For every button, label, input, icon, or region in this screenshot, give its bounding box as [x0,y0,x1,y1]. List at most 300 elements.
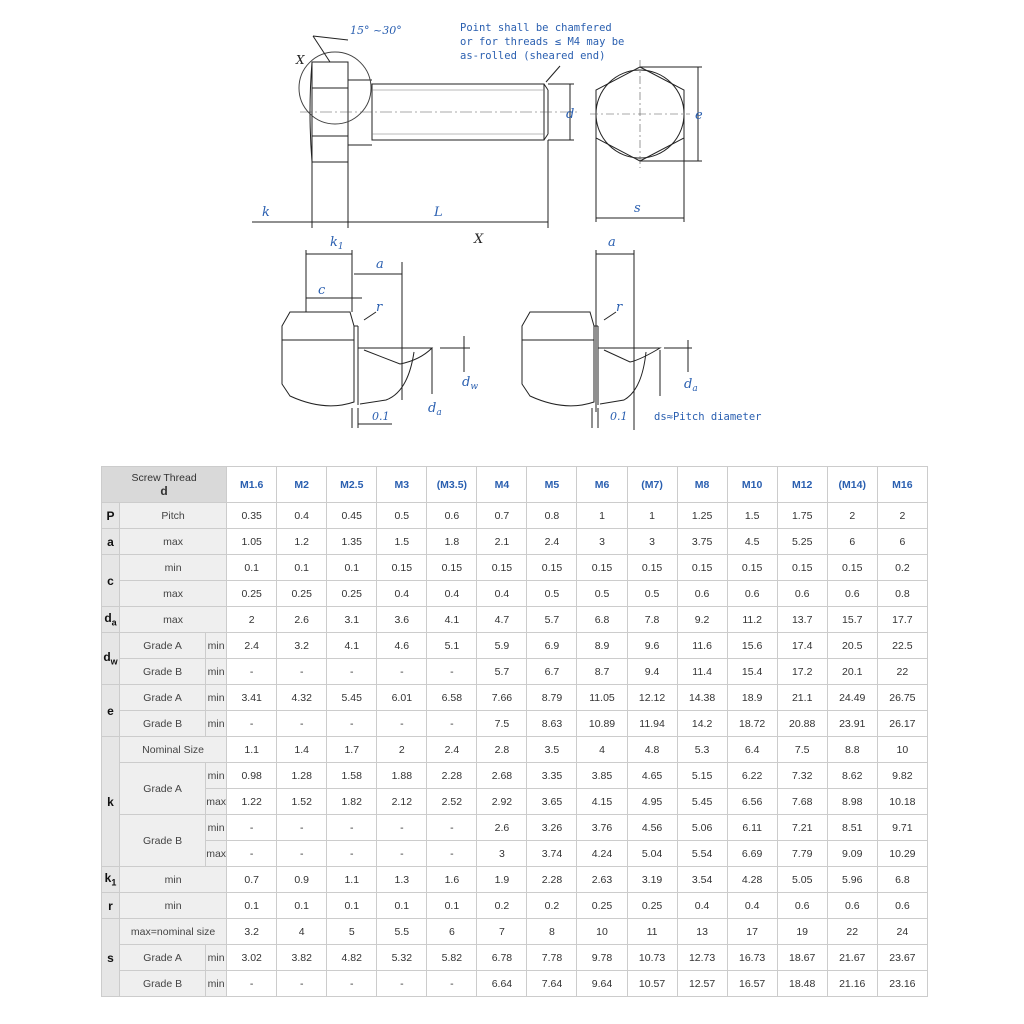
table-cell: 0.6 [827,893,877,919]
screw-thread-header [102,467,227,503]
table-cell: 2.68 [477,763,527,789]
table-cell: 5.7 [477,659,527,685]
table-cell: 0.2 [877,555,927,581]
table-cell: 3.19 [627,867,677,893]
table-cell: - [227,815,277,841]
row-sublabel: min [206,633,227,659]
table-cell: 3.75 [677,529,727,555]
table-cell: - [277,841,327,867]
table-cell: 6.8 [577,607,627,633]
table-cell: 11.4 [677,659,727,685]
table-cell: 2 [877,503,927,529]
table-cell: 1.28 [277,763,327,789]
table-cell: 11.94 [627,711,677,737]
table-cell: 3.54 [677,867,727,893]
table-cell: 0.15 [377,555,427,581]
table-cell: 23.16 [877,971,927,997]
table-cell: 4 [277,919,327,945]
table-cell: 4.65 [627,763,677,789]
table-cell: 1.25 [677,503,727,529]
table-cell: 12.73 [677,945,727,971]
row-sublabel: min [206,815,227,841]
table-row [102,789,928,815]
row-symbol-text: c [107,573,114,588]
table-cell: 1.5 [727,503,777,529]
table-cell: - [377,841,427,867]
table-cell: 1.75 [777,503,827,529]
table-cell: 4.1 [327,633,377,659]
table-cell: 0.6 [827,581,877,607]
table-cell: 0.5 [627,581,677,607]
table-cell: 0.25 [627,893,677,919]
table-cell: 1.9 [477,867,527,893]
table-cell: 5.3 [677,737,727,763]
table-cell: 5.15 [677,763,727,789]
table-cell: 22 [827,919,877,945]
drawing-canvas [0,0,1024,450]
table-cell: 5.45 [327,685,377,711]
table-cell: 0.1 [277,555,327,581]
table-cell: 1.1 [327,867,377,893]
table-cell: 8.79 [527,685,577,711]
row-label: max [120,529,227,555]
row-sublabel: min [206,945,227,971]
table-cell: 2.63 [577,867,627,893]
table-cell: 17 [727,919,777,945]
table-cell: 5 [327,919,377,945]
size-header: M3 [377,467,427,503]
table-cell: 11.2 [727,607,777,633]
table-cell: 13.7 [777,607,827,633]
table-cell: 4.7 [477,607,527,633]
table-cell: 0.25 [277,581,327,607]
row-label: min [120,867,227,893]
table-row [102,581,928,607]
screw-thread-title: Screw Thread [131,471,197,484]
table-cell: 3.76 [577,815,627,841]
detail-right-drawing [522,250,692,430]
k-label: k [262,205,270,220]
table-row [102,737,928,763]
size-header: M4 [477,467,527,503]
table-cell: - [327,815,377,841]
table-row [102,555,928,581]
table-cell: 6.78 [477,945,527,971]
table-cell: 2 [827,503,877,529]
table-row [102,763,928,789]
table-cell: 6.58 [427,685,477,711]
row-sublabel: min [206,659,227,685]
table-cell: 0.8 [877,581,927,607]
table-cell: 1.7 [327,737,377,763]
table-cell: 3.85 [577,763,627,789]
table-cell: 9.71 [877,815,927,841]
table-cell: 1.6 [427,867,477,893]
table-cell: 10.18 [877,789,927,815]
table-cell: - [277,971,327,997]
table-cell: 0.1 [377,893,427,919]
table-cell: - [327,971,377,997]
detail-x-label: X [474,232,484,247]
r-label-right: r [616,300,623,315]
table-cell: 18.72 [727,711,777,737]
table-cell: 0.6 [677,581,727,607]
table-cell: 1.88 [377,763,427,789]
table-cell: 6 [827,529,877,555]
table-cell: 5.5 [377,919,427,945]
chamfer-note-line-3: as-rolled (sheared end) [460,50,606,62]
table-cell: 4.95 [627,789,677,815]
table-cell: 17.4 [777,633,827,659]
table-cell: 16.57 [727,971,777,997]
table-cell: 12.57 [677,971,727,997]
row-label: Nominal Size [120,737,227,763]
table-cell: 0.4 [727,893,777,919]
table-cell: 1 [577,503,627,529]
table-cell: 2.8 [477,737,527,763]
table-cell: 7.64 [527,971,577,997]
table-row [102,529,928,555]
table-row [102,633,928,659]
row-label: max [120,581,227,607]
row-symbol-text: d [103,650,111,665]
table-cell: 3.2 [277,633,327,659]
table-cell: 2 [377,737,427,763]
a-label-left: a [376,257,384,272]
table-cell: 5.54 [677,841,727,867]
table-row [102,971,928,997]
table-cell: 8.8 [827,737,877,763]
table-cell: 0.5 [377,503,427,529]
row-symbol [102,685,120,737]
table-cell: 1.05 [227,529,277,555]
L-label: L [434,205,443,220]
row-label: Grade B [120,815,206,867]
size-header: M2.5 [327,467,377,503]
table-cell: 5.96 [827,867,877,893]
row-sublabel: min [206,685,227,711]
table-cell: 15.4 [727,659,777,685]
table-cell: 5.1 [427,633,477,659]
r-label-left: r [376,300,383,315]
table-cell: 0.1 [227,893,277,919]
row-label: Grade A [120,763,206,815]
table-cell: 1.22 [227,789,277,815]
table-cell: 8.98 [827,789,877,815]
row-symbol [102,893,120,919]
table-cell: 0.4 [427,581,477,607]
table-cell: 3.2 [227,919,277,945]
da-label-left: $d_a$ [428,401,442,418]
table-row [102,815,928,841]
table-cell: 0.1 [277,893,327,919]
table-cell: 6 [877,529,927,555]
dw-label: $d_w$ [462,375,479,392]
table-cell: 7.78 [527,945,577,971]
table-cell: 3.82 [277,945,327,971]
s-label: s [634,201,641,216]
row-sublabel: max [206,841,227,867]
table-cell: 3 [627,529,677,555]
table-cell: 0.1 [427,893,477,919]
chamfer-note-line-2: or for threads ≤ M4 may be [460,36,625,48]
table-cell: 4.28 [727,867,777,893]
table-cell: 0.15 [477,555,527,581]
table-cell: 0.1 [227,555,277,581]
size-header: M10 [727,467,777,503]
da-label-right: $d_a$ [684,377,698,394]
table-cell: 2.92 [477,789,527,815]
table-cell: 2.28 [427,763,477,789]
table-cell: 7.68 [777,789,827,815]
size-header: M5 [527,467,577,503]
table-cell: 2.28 [527,867,577,893]
table-cell: 3.6 [377,607,427,633]
table-cell: 6.69 [727,841,777,867]
row-symbol [102,737,120,867]
table-row [102,659,928,685]
table-cell: 26.75 [877,685,927,711]
table-cell: - [377,815,427,841]
tolerance-label-right: 0.1 [610,410,628,423]
table-cell: 0.45 [327,503,377,529]
size-header: (M3.5) [427,467,477,503]
table-row [102,867,928,893]
row-symbol-text: d [104,611,112,626]
table-cell: 9.09 [827,841,877,867]
row-symbol-text: s [107,950,114,965]
table-cell: 2.6 [277,607,327,633]
table-cell: 0.15 [577,555,627,581]
table-row [102,503,928,529]
table-cell: 26.17 [877,711,927,737]
table-cell: 10 [877,737,927,763]
table-cell: 0.4 [277,503,327,529]
table-cell: - [427,659,477,685]
screw-thread-symbol: d [160,483,168,498]
dimension-table [101,466,928,997]
detail-left-drawing [282,250,470,428]
table-cell: 0.25 [227,581,277,607]
table-cell: 7.32 [777,763,827,789]
c-label: c [318,283,326,298]
table-cell: 1.2 [277,529,327,555]
table-cell: 5.82 [427,945,477,971]
table-cell: 9.78 [577,945,627,971]
table-cell: 1.58 [327,763,377,789]
row-label: min [120,555,227,581]
table-cell: 5.05 [777,867,827,893]
table-cell: 4.82 [327,945,377,971]
table-cell: 20.5 [827,633,877,659]
table-cell: - [377,711,427,737]
table-cell: 2.1 [477,529,527,555]
table-cell: 15.7 [827,607,877,633]
table-cell: 6.11 [727,815,777,841]
table-cell: 8.62 [827,763,877,789]
table-cell: 8 [527,919,577,945]
table-cell: 14.2 [677,711,727,737]
size-header: M6 [577,467,627,503]
table-cell: 6.9 [527,633,577,659]
table-cell: 17.7 [877,607,927,633]
size-header: M16 [877,467,927,503]
table-cell: 8.63 [527,711,577,737]
table-cell: - [327,711,377,737]
table-cell: 0.35 [227,503,277,529]
table-cell: 6.4 [727,737,777,763]
row-symbol-subscript: w [110,656,118,667]
row-label: min [120,893,227,919]
table-cell: 4.1 [427,607,477,633]
table-cell: 17.2 [777,659,827,685]
angle-label: 15° ~30° [350,24,402,37]
table-cell: 2.4 [227,633,277,659]
size-header: M8 [677,467,727,503]
table-cell: 1.35 [327,529,377,555]
table-cell: 3.41 [227,685,277,711]
table-cell: 10 [577,919,627,945]
table-cell: 6.8 [877,867,927,893]
table-cell: 1.52 [277,789,327,815]
table-cell: - [227,841,277,867]
table-cell: 2.6 [477,815,527,841]
table-cell: 0.15 [527,555,577,581]
table-cell: 7.21 [777,815,827,841]
table-cell: 3 [477,841,527,867]
table-cell: 0.6 [777,581,827,607]
table-cell: 0.98 [227,763,277,789]
table-cell: - [227,711,277,737]
row-sublabel: min [206,763,227,789]
table-cell: 0.2 [477,893,527,919]
row-sublabel: max [206,789,227,815]
table-cell: 0.15 [727,555,777,581]
bolt-drawings [0,0,1024,450]
row-label: max [120,607,227,633]
table-cell: 8.9 [577,633,627,659]
table-cell: 0.15 [427,555,477,581]
table-cell: 6.22 [727,763,777,789]
size-header: M12 [777,467,827,503]
row-label: Grade B [120,711,206,737]
table-cell: 0.9 [277,867,327,893]
table-cell: 1.5 [377,529,427,555]
table-cell: 0.4 [477,581,527,607]
table-cell: 3.26 [527,815,577,841]
table-cell: 21.1 [777,685,827,711]
table-cell: 1.4 [277,737,327,763]
table-cell: 1.8 [427,529,477,555]
table-cell: 3.02 [227,945,277,971]
row-symbol-subscript: a [111,617,117,628]
table-body [102,503,928,997]
table-cell: 3.35 [527,763,577,789]
table-cell: - [427,815,477,841]
size-header: (M7) [627,467,677,503]
row-symbol [102,633,120,685]
table-cell: 15.6 [727,633,777,659]
table-cell: 5.32 [377,945,427,971]
table-cell: 0.1 [327,555,377,581]
table-cell: 2.12 [377,789,427,815]
table-cell: 3.1 [327,607,377,633]
table-cell: 4.5 [727,529,777,555]
table-cell: - [377,659,427,685]
table-row [102,711,928,737]
table-cell: 22 [877,659,927,685]
table-cell: 21.67 [827,945,877,971]
table-cell: 7 [477,919,527,945]
row-symbol [102,503,120,529]
table-cell: 0.6 [727,581,777,607]
table-cell: 0.4 [377,581,427,607]
table-cell: 5.45 [677,789,727,815]
table-cell: - [277,815,327,841]
table-cell: 3.5 [527,737,577,763]
table-cell: 5.06 [677,815,727,841]
row-label: Grade A [120,685,206,711]
e-label: e [695,108,703,123]
table-cell: 9.82 [877,763,927,789]
table-cell: 6.7 [527,659,577,685]
table-cell: - [427,841,477,867]
table-cell: 0.6 [777,893,827,919]
table-cell: 4.8 [627,737,677,763]
table-cell: 6.01 [377,685,427,711]
table-cell: 13 [677,919,727,945]
table-row [102,919,928,945]
row-symbol-text: k [104,871,112,886]
table-cell: 0.15 [627,555,677,581]
table-row [102,893,928,919]
table-cell: 6.64 [477,971,527,997]
table-cell: 10.73 [627,945,677,971]
table-cell: 20.88 [777,711,827,737]
row-sublabel: min [206,711,227,737]
table-cell: 24 [877,919,927,945]
table-cell: 24.49 [827,685,877,711]
row-label: Grade B [120,971,206,997]
table-cell: 4.15 [577,789,627,815]
table-cell: 5.7 [527,607,577,633]
table-cell: 0.7 [227,867,277,893]
row-label: Grade A [120,945,206,971]
row-label: Grade A [120,633,206,659]
pitch-diameter-note: ds≈Pitch diameter [654,411,762,423]
table-cell: 22.5 [877,633,927,659]
table-cell: 0.7 [477,503,527,529]
table-cell: 10.89 [577,711,627,737]
table-cell: 0.25 [577,893,627,919]
table-cell: 3.65 [527,789,577,815]
table-cell: 0.2 [527,893,577,919]
size-header: M2 [277,467,327,503]
table-cell: 2.4 [527,529,577,555]
table-cell: 2.4 [427,737,477,763]
x-marker: X [296,53,305,67]
table-cell: 9.6 [627,633,677,659]
bolt-end-view [590,60,702,222]
row-symbol-text: k [107,794,114,809]
chamfer-note-line-1: Point shall be chamfered [460,22,612,34]
row-symbol [102,867,120,893]
table-cell: 0.4 [677,893,727,919]
table-cell: 11 [627,919,677,945]
table-cell: 2.52 [427,789,477,815]
table-cell: 21.16 [827,971,877,997]
table-cell: 19 [777,919,827,945]
